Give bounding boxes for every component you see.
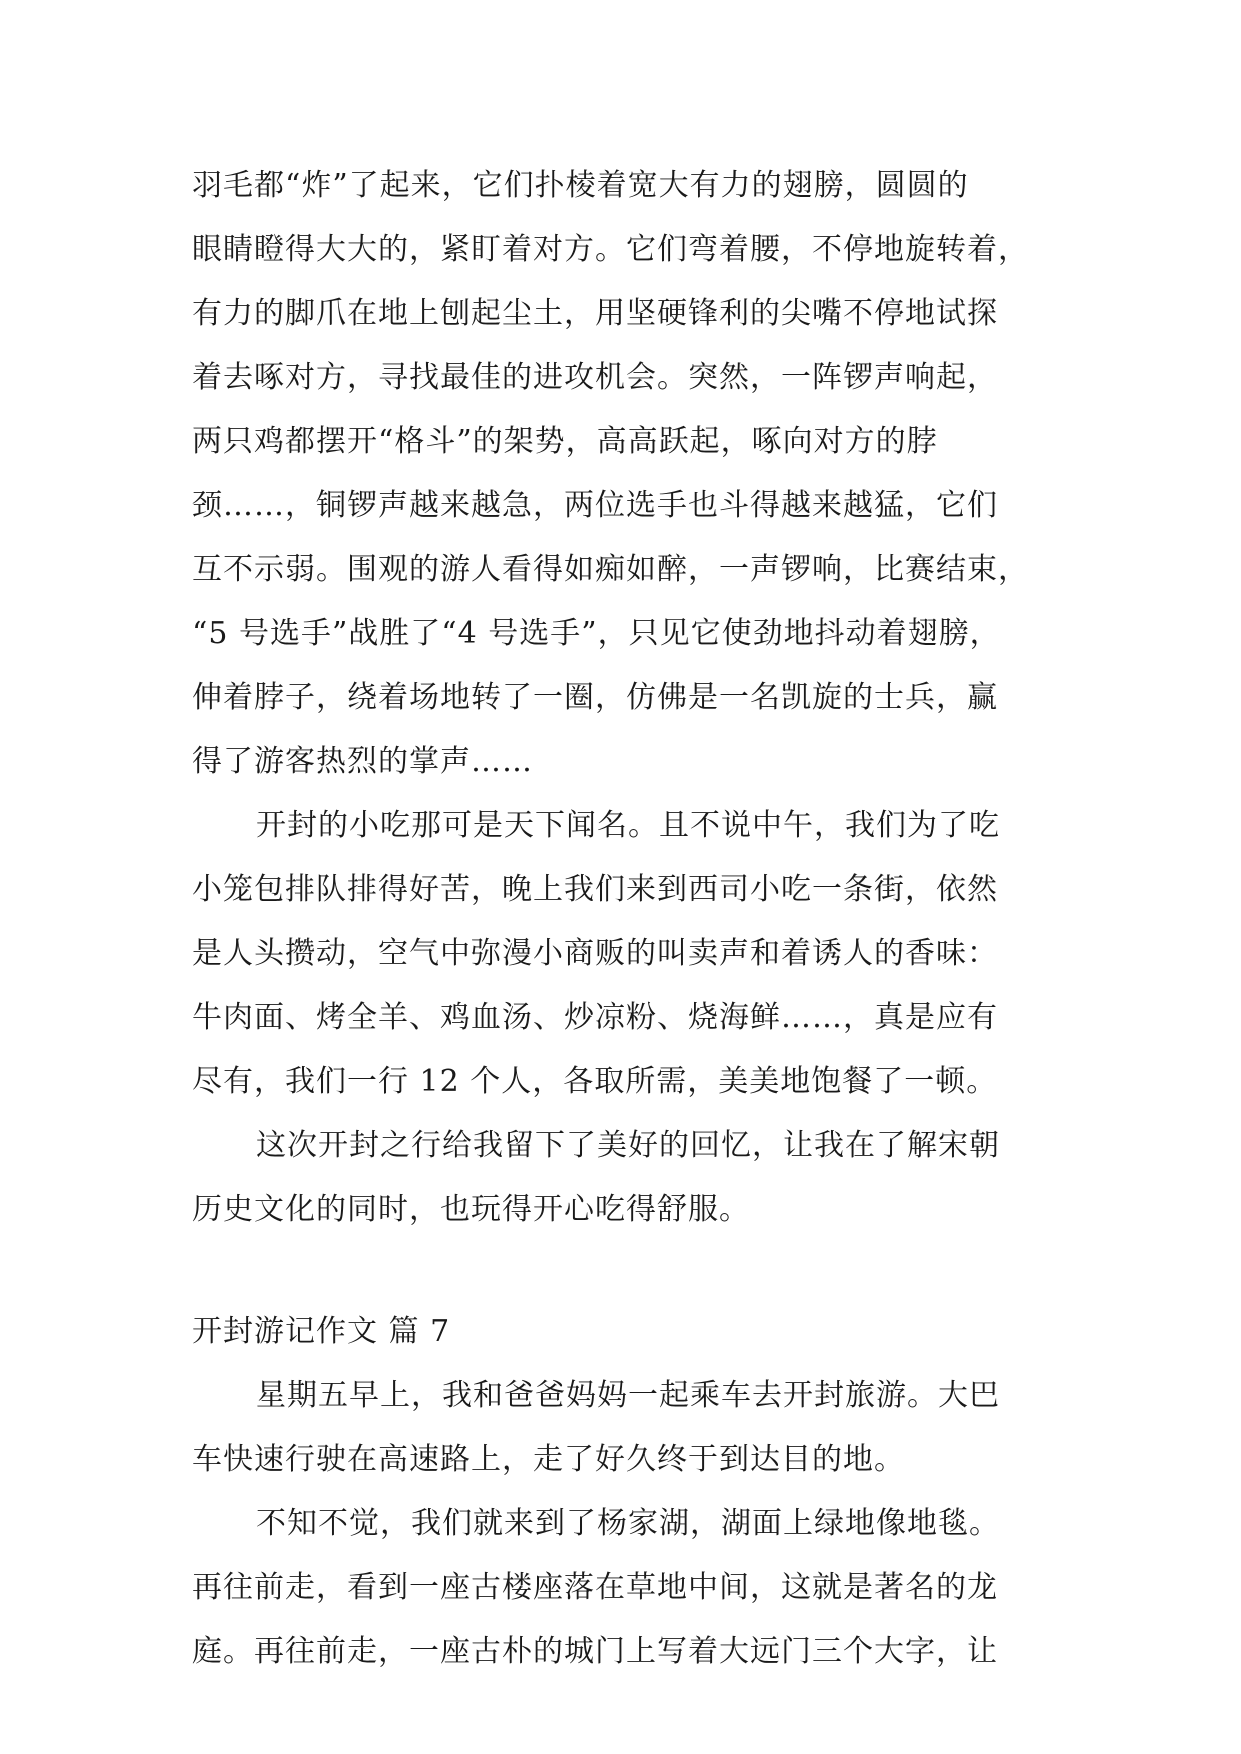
text-line: 牛肉面、烤全羊、鸡血汤、炒凉粉、烧海鲜……，真是应有 [192,1000,998,1035]
text-line: 伸着脖子，绕着场地转了一圈，仿佛是一名凯旋的士兵，赢 [192,680,998,715]
document-body [192,160,1092,1690]
paragraph [192,1370,1092,1498]
text-line: 星期五早上，我和爸爸妈妈一起乘车去开封旅游。大巴 [256,1378,1000,1413]
text-line: 尽有，我们一行 12 个人，各取所需，美美地饱餐了一顿。 [192,1064,998,1099]
text-line: 车快速行驶在高速路上，走了好久终于到达目的地。 [192,1442,905,1477]
text-line: 着去啄对方，寻找最佳的进攻机会。突然，一阵锣声响起， [192,360,998,395]
section-gap [192,1248,1092,1306]
text-line: 历史文化的同时，也玩得开心吃得舒服。 [192,1192,750,1227]
text-line: 羽毛都“炸”了起来，它们扑棱着宽大有力的翅膀，圆圆的 [192,168,969,203]
text-line: “5 号选手”战胜了“4 号选手”，只见它使劲地抖动着翅膀， [192,616,1001,651]
section-title: 开封游记作文 篇 7 [192,1314,451,1349]
text-line: 眼睛瞪得大大的，紧盯着对方。它们弯着腰，不停地旋转着， [192,232,1029,267]
text-line: 互不示弱。围观的游人看得如痴如醉，一声锣响，比赛结束， [192,552,1029,587]
text-line: 是人头攒动，空气中弥漫小商贩的叫卖声和着诱人的香味： [192,936,998,971]
text-line: 小笼包排队排得好苦，晚上我们来到西司小吃一条街，依然 [192,872,998,907]
paragraph [192,1120,1092,1248]
text-line: 两只鸡都摆开“格斗”的架势，高高跃起，啄向对方的脖 [192,424,938,459]
paragraph [192,160,1092,800]
text-line: 有力的脚爪在地上刨起尘土，用坚硬锋利的尖嘴不停地试探 [192,296,998,331]
paragraph [192,800,1092,1120]
text-line: 开封的小吃那可是天下闻名。且不说中午，我们为了吃 [256,808,1000,843]
text-line: 再往前走，看到一座古楼座落在草地中间，这就是著名的龙 [192,1570,998,1605]
text-line: 不知不觉，我们就来到了杨家湖，湖面上绿地像地毯。 [256,1506,1000,1541]
text-line: 得了游客热烈的掌声…… [192,744,533,779]
paragraph [192,1498,1092,1690]
text-line: 这次开封之行给我留下了美好的回忆，让我在了解宋朝 [256,1128,1000,1163]
text-line: 颈……，铜锣声越来越急，两位选手也斗得越来越猛，它们 [192,488,998,523]
text-line: 庭。再往前走，一座古朴的城门上写着大远门三个大字，让 [192,1634,998,1669]
